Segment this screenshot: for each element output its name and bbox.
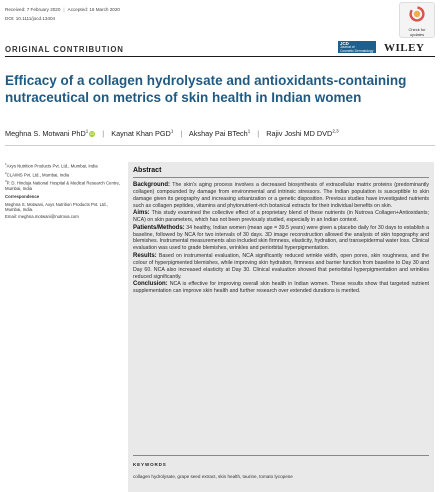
author-name[interactable]: Meghna S. Motwani PhD$^1$ [5,129,89,139]
affiliations [5,162,123,222]
abstract-conclusion: Conclusion: NCA is effective for improving overall skin health in Indian women. These results show that targeted nutrient supplementation can improve skin health and further research over extended durations is merited. [133,281,429,294]
authors-divider [5,145,435,146]
abstract-results: Results: Based on instrumental evaluation, NCA significantly reduced wrinkle width, open pores, skin roughness, and the colour of hyperpigmented blemishes, while improving skin hydration, firmness and barrier function from baseline to Day 30 and Day 60. NCA also increased elasticity at Day 30. Clinical evaluation showed that periorbital hyperpigmentation and wrinkles reduced significantly. [133,252,429,280]
author-list [5,129,339,138]
correspondence-heading: Correspondence [5,194,40,200]
affiliation-item: $^1$Axys Nutrition Products Pvt. Ltd., Mumbai, India [5,162,98,169]
abstract-background: Background: The skin's aging process involves a decreased biosynthesis of extracellular matrix proteins (predominantly collagen) compounded by damage from environmental and intrinsic stressors. The Indian population is susceptible to skin damage given its geography and increasing urbanization or a genetic disposition. Previous studies have investigated nutrients such as collagen peptides, vitamins and phytonutrient-rich botanical extracts for their individual benefits on skin. [133,182,429,209]
article-title: Efficacy of a collagen hydrolysate and antioxidants-containing nutraceutical on metrics of skin health in Indian women [5,73,407,105]
journal-line2: Cosmetic Dermatology [340,48,374,53]
keywords-list: collagen hydrolysate, grape seed extract, skin health, taurine, tomato lycopene [133,474,293,479]
keywords-divider [133,455,429,456]
journal-abbr: JCD [340,41,349,46]
abstract-methods: Patients/Methods: 34 healthy, Indian women (mean age = 39.5 years) were given a placebo daily for 30 days to establish a baseline, followed by NCA for two intervals of 30 days. 3D image reconstruction allowed the analysis of skin topography and blemishes. Instrumental measurements also included skin firmness, elasticity, hydration, and transepidermal water loss. Clinical evaluation was used to grade blemishes, wrinkles and periorbital hyperpigmentation. [133,224,430,252]
section-label: ORIGINAL CONTRIBUTION [5,45,124,54]
check-for-updates-badge[interactable] [399,2,435,38]
received-date: Received: 7 February 2020 [5,7,61,12]
journal-line1: Journal of [340,44,355,49]
check-updates-icon [409,6,425,22]
author-separator: | [180,129,183,139]
abstract-divider [133,177,429,178]
author-name[interactable]: Rajiv Joshi MD DVD$^{2,3}$ [266,129,339,139]
date-separator: | [63,7,65,12]
author-name[interactable]: Kaynat Khan PGD$^1$ [111,129,174,139]
publisher-logo[interactable]: WILEY [384,42,425,54]
journal-logo[interactable] [338,41,376,53]
doi-link[interactable]: DOI: 10.1111/jocd.13404 [5,16,56,21]
check-updates-label: Check for updates [408,27,426,37]
correspondence-text: Meghna S. Motwani, Axys Nutrition Products Pvt. Ltd., Mumbai, India. [5,201,108,213]
correspondence-email[interactable]: Email: meghna.motwani@nutrova.com [5,214,79,220]
author-name[interactable]: Akshay Pai BTech$^1$ [188,129,251,139]
affiliation-item: $^3$P. D. Hinduja National Hospital & Medical Research Centre, Mumbai, India [5,179,121,192]
abstract-aims: Aims: This study examined the collective effect of a proprietary blend of these nutrients (in Nutrova Collagen+Antioxidants; NCA) on skin parameters, which has not been previously studied, especially in an Indian context. [133,210,429,224]
article-dates [5,7,120,12]
orcid-icon[interactable]: iD [90,131,95,137]
abstract-body [133,182,429,295]
author-separator: | [102,129,105,139]
keywords-heading: KEYWORDS [133,462,167,467]
author-separator: | [257,129,260,139]
accepted-date: Accepted: 16 March 2020 [67,7,120,12]
abstract-heading: Abstract [133,167,162,174]
affiliation-item: $^2$CLAIMS Pvt. Ltd., Mumbai, India [5,170,70,178]
header-divider [5,56,435,57]
